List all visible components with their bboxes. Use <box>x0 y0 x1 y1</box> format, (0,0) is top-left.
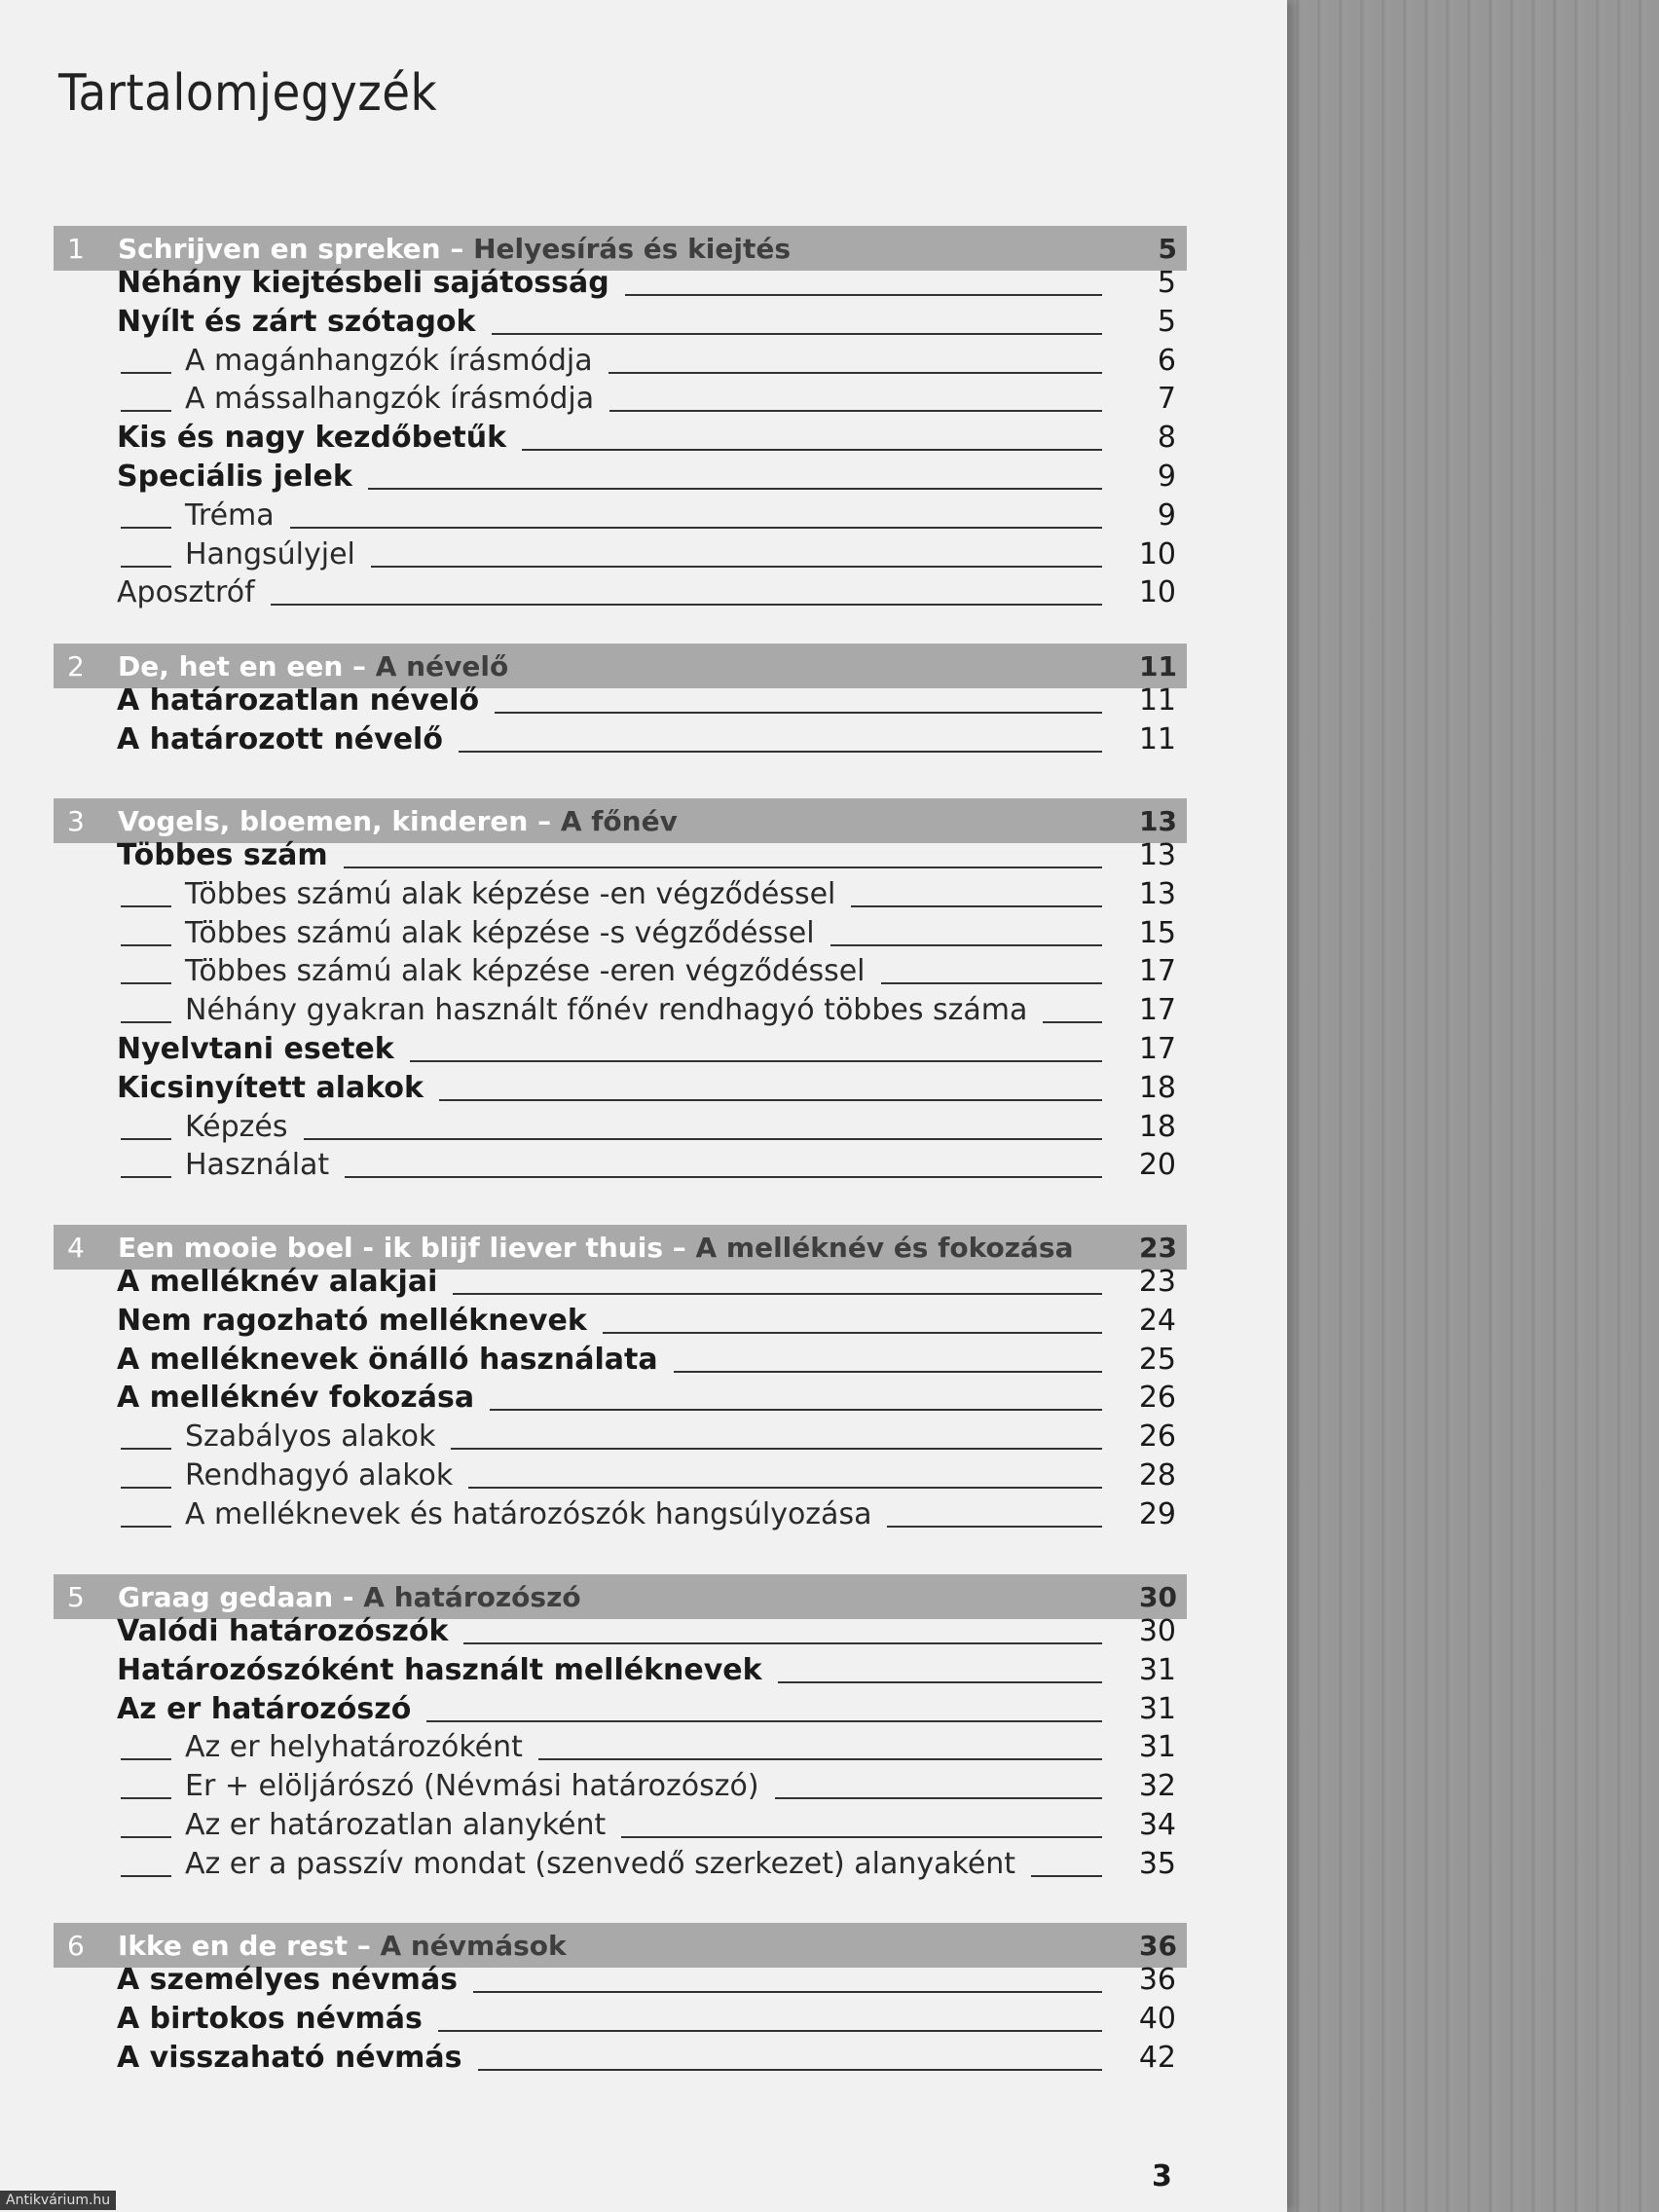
toc-entry-label: Nyelvtani esetek <box>117 1032 394 1066</box>
chapter-page-number: 13 <box>1139 804 1177 837</box>
leader-line <box>490 1409 1102 1411</box>
toc-entry-page: 32 <box>1138 1769 1176 1804</box>
toc-entry <box>0 1729 1287 1766</box>
toc-entry <box>0 459 1287 496</box>
toc-entry <box>0 1342 1287 1379</box>
indent-rule <box>121 527 171 529</box>
toc-entry-page: 13 <box>1138 876 1176 911</box>
toc-entry-page: 8 <box>1157 421 1176 456</box>
toc-entry-label: A határozatlan névelő <box>117 683 480 718</box>
toc-entry <box>0 574 1287 611</box>
toc-entry-page: 36 <box>1138 1963 1176 1997</box>
toc-entry-label: Kicsinyített alakok <box>117 1070 424 1105</box>
toc-entry-label: Kis és nagy kezdőbetűk <box>117 421 507 456</box>
chapter-number: 5 <box>67 1580 85 1613</box>
page-title: Tartalomjegyzék <box>58 64 438 123</box>
chapter-title-dutch: Schrijven en spreken – <box>118 232 474 265</box>
toc-entry <box>0 1031 1287 1068</box>
page-number: 3 <box>1152 2159 1172 2194</box>
leader-line <box>473 1991 1102 1993</box>
toc-entry <box>0 1380 1287 1417</box>
toc-entry <box>0 1419 1287 1456</box>
toc-entry-page: 11 <box>1138 683 1176 718</box>
leader-line <box>371 566 1102 568</box>
toc-entry-page: 18 <box>1138 1070 1176 1105</box>
toc-entry-label: Er + elöljárószó (Névmási határozószó) <box>185 1769 759 1804</box>
chapter-number: 6 <box>67 1929 85 1962</box>
toc-entry-page: 35 <box>1138 1846 1176 1881</box>
toc-entry-label: Többes számú alak képzése -en végződéssel <box>185 876 836 911</box>
leader-line <box>851 905 1102 907</box>
toc-entry-label: Az er helyhatározóként <box>185 1730 523 1765</box>
indent-rule <box>121 1758 171 1760</box>
indent-rule <box>121 410 171 412</box>
toc-entry-page: 26 <box>1138 1419 1176 1455</box>
toc-entry-label: A határozott névelő <box>117 721 443 756</box>
leader-line <box>451 1448 1102 1450</box>
leader-line <box>603 1332 1102 1334</box>
leader-line <box>495 712 1102 714</box>
toc-entry <box>0 2040 1287 2077</box>
leader-line <box>426 1720 1102 1722</box>
leader-line <box>778 1681 1102 1683</box>
toc-entry-page: 9 <box>1157 498 1176 533</box>
chapter-title-hungarian: A határozószó <box>363 1580 581 1613</box>
toc-entry-page: 25 <box>1138 1342 1176 1377</box>
leader-line <box>271 604 1102 606</box>
toc-entry-page: 42 <box>1138 2040 1176 2075</box>
chapter-number: 2 <box>67 649 85 682</box>
toc-entry-label: Valódi határozószók <box>117 1614 449 1648</box>
leader-line <box>492 333 1103 335</box>
indent-rule <box>121 1138 171 1140</box>
leader-line <box>674 1371 1102 1373</box>
indent-rule <box>121 1526 171 1528</box>
toc-entry <box>0 721 1287 758</box>
toc-entry-page: 31 <box>1138 1730 1176 1765</box>
leader-line <box>290 527 1102 529</box>
leader-line <box>775 1797 1102 1799</box>
toc-entry <box>0 953 1287 990</box>
toc-entry <box>0 1457 1287 1494</box>
toc-entry-page: 6 <box>1157 343 1176 378</box>
leader-line <box>438 2030 1102 2032</box>
toc-entry-page: 20 <box>1138 1148 1176 1183</box>
leader-line <box>1031 1875 1102 1877</box>
toc-entry <box>0 265 1287 302</box>
chapter-title-dutch: Graag gedaan - <box>118 1580 364 1613</box>
toc-entry-page: 9 <box>1157 460 1176 494</box>
indent-rule <box>121 566 171 568</box>
chapter-page-number: 30 <box>1139 1580 1177 1613</box>
toc-entry <box>0 1496 1287 1533</box>
toc-entry-page: 40 <box>1138 2001 1176 2036</box>
toc-entry <box>0 420 1287 457</box>
toc-entry <box>0 343 1287 380</box>
toc-entry <box>0 1962 1287 1999</box>
leader-line <box>459 751 1102 753</box>
chapter-title-dutch: Vogels, bloemen, kinderen – <box>118 804 561 837</box>
toc-entry <box>0 1147 1287 1184</box>
toc-entry-page: 31 <box>1138 1652 1176 1687</box>
toc-entry-page: 18 <box>1138 1109 1176 1144</box>
leader-line <box>344 866 1102 868</box>
toc-entry-page: 28 <box>1138 1458 1176 1493</box>
leader-line <box>463 1642 1102 1644</box>
toc-entry-page: 17 <box>1138 954 1176 989</box>
chapter-title-dutch: De, het en een – <box>118 649 376 682</box>
toc-entry-label: Az er a passzív mondat (szenvedő szerkezet) alanyaként <box>185 1846 1016 1881</box>
toc-entry-label: A melléknevek önálló használata <box>117 1342 658 1377</box>
indent-rule <box>121 1176 171 1178</box>
leader-line <box>881 982 1102 984</box>
toc-entry-page: 24 <box>1138 1303 1176 1338</box>
toc-entry-label: A melléknév fokozása <box>117 1381 475 1416</box>
indent-rule <box>121 1487 171 1489</box>
toc-entry-label: A személyes névmás <box>117 1963 459 1997</box>
leader-line <box>453 1293 1102 1295</box>
toc-entry <box>0 1652 1287 1689</box>
chapter-page-number: 11 <box>1139 649 1177 682</box>
toc-entry <box>0 1109 1287 1146</box>
chapter-number: 1 <box>67 232 85 265</box>
toc-entry-label: Hangsúlyjel <box>185 536 355 571</box>
toc-entry <box>0 1613 1287 1650</box>
chapter-title-hungarian: A melléknév és fokozása <box>695 1231 1074 1264</box>
chapter-title-hungarian: A névelő <box>375 649 509 682</box>
chapter-title-hungarian: Helyesírás és kiejtés <box>473 232 791 265</box>
toc-entry <box>0 1264 1287 1301</box>
leader-line <box>368 488 1102 490</box>
toc-entry-label: Néhány kiejtésbeli sajátosság <box>117 266 609 300</box>
toc-entry <box>0 1768 1287 1805</box>
leader-line <box>887 1526 1102 1528</box>
toc-entry-label: Nem ragozható melléknevek <box>117 1303 587 1338</box>
toc-entry-label: Képzés <box>185 1109 288 1144</box>
chapter-title-dutch: Ikke en de rest – <box>118 1929 381 1962</box>
background-table-surface <box>1287 0 1659 2212</box>
toc-entry-label: Az er határozószó <box>117 1691 412 1726</box>
indent-rule <box>121 905 171 907</box>
leader-line <box>522 449 1102 451</box>
toc-entry <box>0 1846 1287 1883</box>
indent-rule <box>121 1875 171 1877</box>
toc-entry-label: A mássalhangzók írásmódja <box>185 382 595 417</box>
toc-entry-page: 11 <box>1138 721 1176 756</box>
toc-entry-label: Nyílt és zárt szótagok <box>117 304 476 339</box>
chapter-page-number: 23 <box>1139 1231 1177 1264</box>
chapter-title-dutch: Een mooie boel - ik blijf liever thuis – <box>118 1231 696 1264</box>
watermark: Antikvárium.hu <box>0 2191 116 2210</box>
toc-entry-page: 5 <box>1157 304 1176 339</box>
leader-line <box>625 294 1102 296</box>
toc-entry-label: Használat <box>185 1148 330 1183</box>
toc-entry-page: 13 <box>1138 838 1176 872</box>
indent-rule <box>121 1797 171 1799</box>
toc-entry <box>0 304 1287 341</box>
toc-entry-label: A melléknevek és határozószók hangsúlyozása <box>185 1496 872 1531</box>
indent-rule <box>121 372 171 374</box>
toc-entry-page: 23 <box>1138 1265 1176 1299</box>
toc-entry-page: 10 <box>1138 575 1176 610</box>
toc-entry-label: Aposztróf <box>117 575 255 610</box>
toc-entry <box>0 915 1287 952</box>
toc-entry-label: Tréma <box>185 498 275 533</box>
toc-entry-page: 17 <box>1138 993 1176 1028</box>
toc-entry-page: 30 <box>1138 1614 1176 1648</box>
toc-entry-page: 7 <box>1157 382 1176 417</box>
toc-entry <box>0 1807 1287 1844</box>
toc-entry-label: Néhány gyakran használt főnév rendhagyó többes száma <box>185 993 1028 1028</box>
chapter-page-number: 36 <box>1139 1929 1177 1962</box>
toc-entry-label: Többes szám <box>117 838 328 872</box>
toc-entry-page: 10 <box>1138 536 1176 571</box>
toc-entry-label: Rendhagyó alakok <box>185 1458 454 1493</box>
toc-entry-label: Speciális jelek <box>117 460 352 494</box>
toc-entry-label: A birtokos névmás <box>117 2001 423 2036</box>
toc-entry-page: 31 <box>1138 1691 1176 1726</box>
toc-entry <box>0 498 1287 535</box>
toc-entry-label: A visszaható névmás <box>117 2040 462 2075</box>
toc-entry-page: 34 <box>1138 1808 1176 1842</box>
toc-entry-page: 17 <box>1138 1032 1176 1066</box>
leader-line <box>345 1176 1102 1178</box>
toc-entry-page: 15 <box>1138 915 1176 950</box>
chapter-title-hungarian: A névmások <box>380 1929 567 1962</box>
toc-entry-label: Többes számú alak képzése -eren végződéssel <box>185 954 866 989</box>
toc-entry-page: 29 <box>1138 1496 1176 1531</box>
toc-entry-label: Az er határozatlan alanyként <box>185 1808 607 1842</box>
chapter-number: 3 <box>67 804 85 837</box>
leader-line <box>478 2069 1102 2071</box>
toc-entry-label: Határozószóként használt melléknevek <box>117 1652 762 1687</box>
chapter-number: 4 <box>67 1231 85 1264</box>
chapter-page-number: 5 <box>1158 232 1177 265</box>
leader-line <box>410 1060 1102 1062</box>
leader-line <box>609 410 1102 412</box>
toc-entry <box>0 1303 1287 1340</box>
toc-entry <box>0 536 1287 573</box>
leader-line <box>621 1836 1102 1838</box>
toc-entry <box>0 2001 1287 2038</box>
toc-entry-label: Többes számú alak képzése -s végződéssel <box>185 915 815 950</box>
toc-entry <box>0 876 1287 913</box>
toc-entry-page: 26 <box>1138 1381 1176 1416</box>
toc-entry <box>0 381 1287 418</box>
indent-rule <box>121 944 171 946</box>
leader-line <box>468 1487 1102 1489</box>
toc-entry <box>0 682 1287 719</box>
toc-entry <box>0 1070 1287 1107</box>
toc-entry <box>0 1691 1287 1728</box>
leader-line <box>608 372 1102 374</box>
toc-entry <box>0 992 1287 1029</box>
toc-entry-label: Szabályos alakok <box>185 1419 436 1455</box>
chapter-title-hungarian: A főnév <box>560 804 678 837</box>
leader-line <box>538 1758 1102 1760</box>
leader-line <box>1043 1021 1102 1023</box>
leader-line <box>304 1138 1102 1140</box>
indent-rule <box>121 1448 171 1450</box>
indent-rule <box>121 982 171 984</box>
toc-entry-label: A magánhangzók írásmódja <box>185 343 593 378</box>
leader-line <box>830 944 1102 946</box>
toc-entry <box>0 837 1287 874</box>
indent-rule <box>121 1836 171 1838</box>
indent-rule <box>121 1021 171 1023</box>
leader-line <box>439 1099 1102 1101</box>
toc-entry-label: A melléknév alakjai <box>117 1265 438 1299</box>
toc-entry-page: 5 <box>1157 266 1176 300</box>
